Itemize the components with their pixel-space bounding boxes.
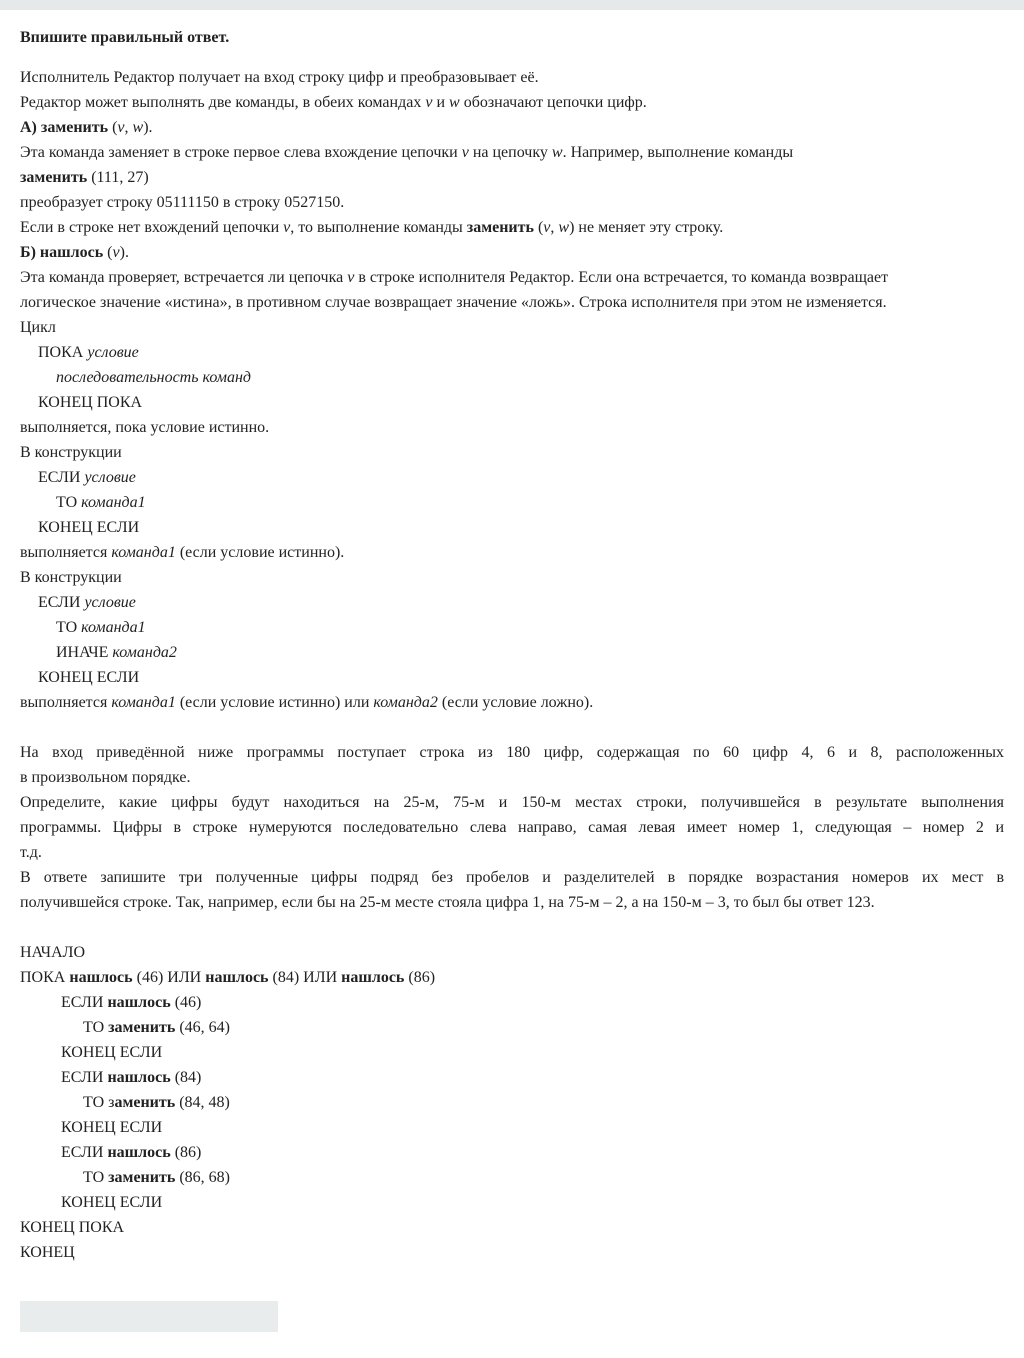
task-paragraph-1b: в произвольном порядке. <box>20 769 191 786</box>
answer-input[interactable] <box>20 1301 278 1332</box>
ifelse-end-line: КОНЕЦ ЕСЛИ <box>38 669 140 686</box>
program-if-86: ЕСЛИ нашлось (86) <box>61 1144 202 1161</box>
program-end-while: КОНЕЦ ПОКА <box>20 1219 125 1236</box>
top-bar <box>0 0 1024 10</box>
then-line: ТО команда1 <box>56 494 146 511</box>
program-end-if-3: КОНЕЦ ЕСЛИ <box>61 1194 163 1211</box>
program-then-86: ТО заменить (86, 68) <box>83 1169 230 1186</box>
ifelse-description: выполняется команда1 (если условие истинно) или команда2 (если условие ложно). <box>20 694 594 711</box>
program-end: КОНЕЦ <box>20 1244 75 1261</box>
command-a-title: А) заменить (v, w). <box>20 119 153 136</box>
program-if-46: ЕСЛИ нашлось (46) <box>61 994 202 1011</box>
while-line: ПОКА условие <box>38 344 139 361</box>
program-begin: НАЧАЛО <box>20 944 86 961</box>
command-b-title: Б) нашлось (v). <box>20 244 129 261</box>
no-match-rule: Если в строке нет вхождений цепочки v, то выполнение команды заменить (v, w) не меняет эту строку. <box>20 219 724 236</box>
program-if-84: ЕСЛИ нашлось (84) <box>61 1069 202 1086</box>
command-b-description-1: Эта команда проверяет, встречается ли цепочка v в строке исполнителя Редактор. Если она встречается, то команда возвращает <box>20 269 889 286</box>
ifelse-if-line: ЕСЛИ условие <box>38 594 136 611</box>
program-end-if-1: КОНЕЦ ЕСЛИ <box>61 1044 163 1061</box>
while-description: выполняется, пока условие истинно. <box>20 419 270 436</box>
task-paragraph-2a: Определите, какие цифры будут находиться на 25-м, 75-м и 150-м местах строки, получившейся в результате выполнения <box>20 794 1004 811</box>
task-content <box>20 25 1004 1265</box>
program-then-46: ТО заменить (46, 64) <box>83 1019 230 1036</box>
example-command: заменить (111, 27) <box>20 169 149 186</box>
program-while: ПОКА нашлось (46) ИЛИ нашлось (84) ИЛИ нашлось (86) <box>20 969 436 986</box>
task-paragraph-3a: В ответе запишите три полученные цифры подряд без пробелов и разделителей в порядке возрастания номеров их мест в <box>20 869 1004 886</box>
intro-line-1: Исполнитель Редактор получает на вход строку цифр и преобразовывает её. <box>20 69 539 86</box>
cycle-heading: Цикл <box>20 319 56 336</box>
task-paragraph-1a: На вход приведённой ниже программы поступает строка из 180 цифр, содержащая по 60 цифр 4, 6 и 8, расположенных <box>20 744 1004 761</box>
command-b-description-2: логическое значение «истина», в противном случае возвращает значение «ложь». Строка исполнителя при этом не изменяется. <box>20 294 887 311</box>
if-description: выполняется команда1 (если условие истинно). <box>20 544 345 561</box>
task-paragraph-2c: т.д. <box>20 844 42 861</box>
program-end-if-2: КОНЕЦ ЕСЛИ <box>61 1119 163 1136</box>
ifelse-then-line: ТО команда1 <box>56 619 146 636</box>
if-construct-heading: В конструкции <box>20 444 122 461</box>
ifelse-construct-heading: В конструкции <box>20 569 122 586</box>
ifelse-else-line: ИНАЧЕ команда2 <box>56 644 177 661</box>
command-a-description: Эта команда заменяет в строке первое слева вхождение цепочки v на цепочку w. Например, выполнение команды <box>20 144 794 161</box>
intro-line-2: Редактор может выполнять две команды, в обеих командах v и w обозначают цепочки цифр. <box>20 94 647 111</box>
end-while-line: КОНЕЦ ПОКА <box>38 394 143 411</box>
example-result: преобразует строку 05111150 в строку 0527150. <box>20 194 345 211</box>
instruction-heading: Впишите правильный ответ. <box>20 29 230 46</box>
end-if-line: КОНЕЦ ЕСЛИ <box>38 519 140 536</box>
task-paragraph-3b: получившейся строке. Так, например, если бы на 25-м месте стояла цифра 1, на 75-м – 2, а на 150-м – 3, то был бы ответ 123. <box>20 894 875 911</box>
program-listing <box>20 940 1004 1265</box>
task-paragraph-2b: программы. Цифры в строке нумеруются последовательно слева направо, самая левая имеет номер 1, следующая – номер 2 и <box>20 819 1004 836</box>
program-then-84: ТО заменить (84, 48) <box>83 1094 230 1111</box>
while-body: последовательность команд <box>56 369 252 386</box>
if-line: ЕСЛИ условие <box>38 469 136 486</box>
